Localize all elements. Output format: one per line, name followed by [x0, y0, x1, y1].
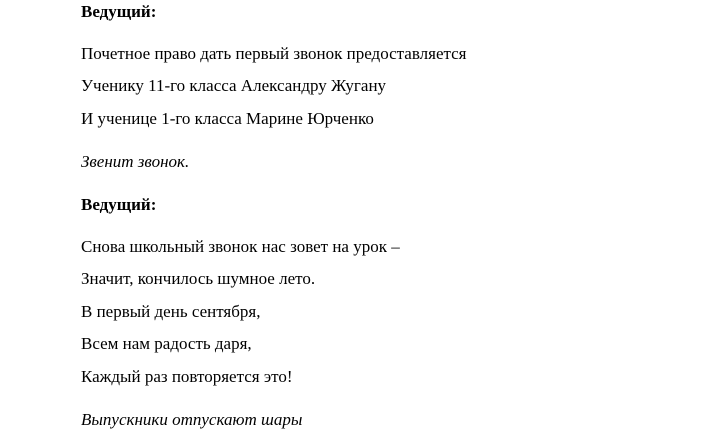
text-line: Ученику 11-го класса Александру Жугану — [81, 76, 387, 95]
text-line: Всем нам радость даря, — [81, 334, 252, 353]
speaker-label: Ведущий: — [81, 195, 157, 214]
text-line: В первый день сентября, — [81, 302, 261, 321]
text-line: Значит, кончилось шумное лето. — [81, 269, 316, 288]
stage-remark: Выпускники отпускают шары — [81, 410, 303, 429]
text-line: Снова школьный звонок нас зовет на урок – — [81, 237, 400, 256]
text-line: Почетное право дать первый звонок предоставляется — [81, 44, 467, 63]
text-line: И ученице 1-го класса Марине Юрченко — [81, 109, 374, 128]
text-line: Каждый раз повторяется это! — [81, 367, 293, 386]
speaker-label: Ведущий: — [81, 2, 157, 21]
stage-remark: Звенит звонок. — [81, 152, 190, 171]
